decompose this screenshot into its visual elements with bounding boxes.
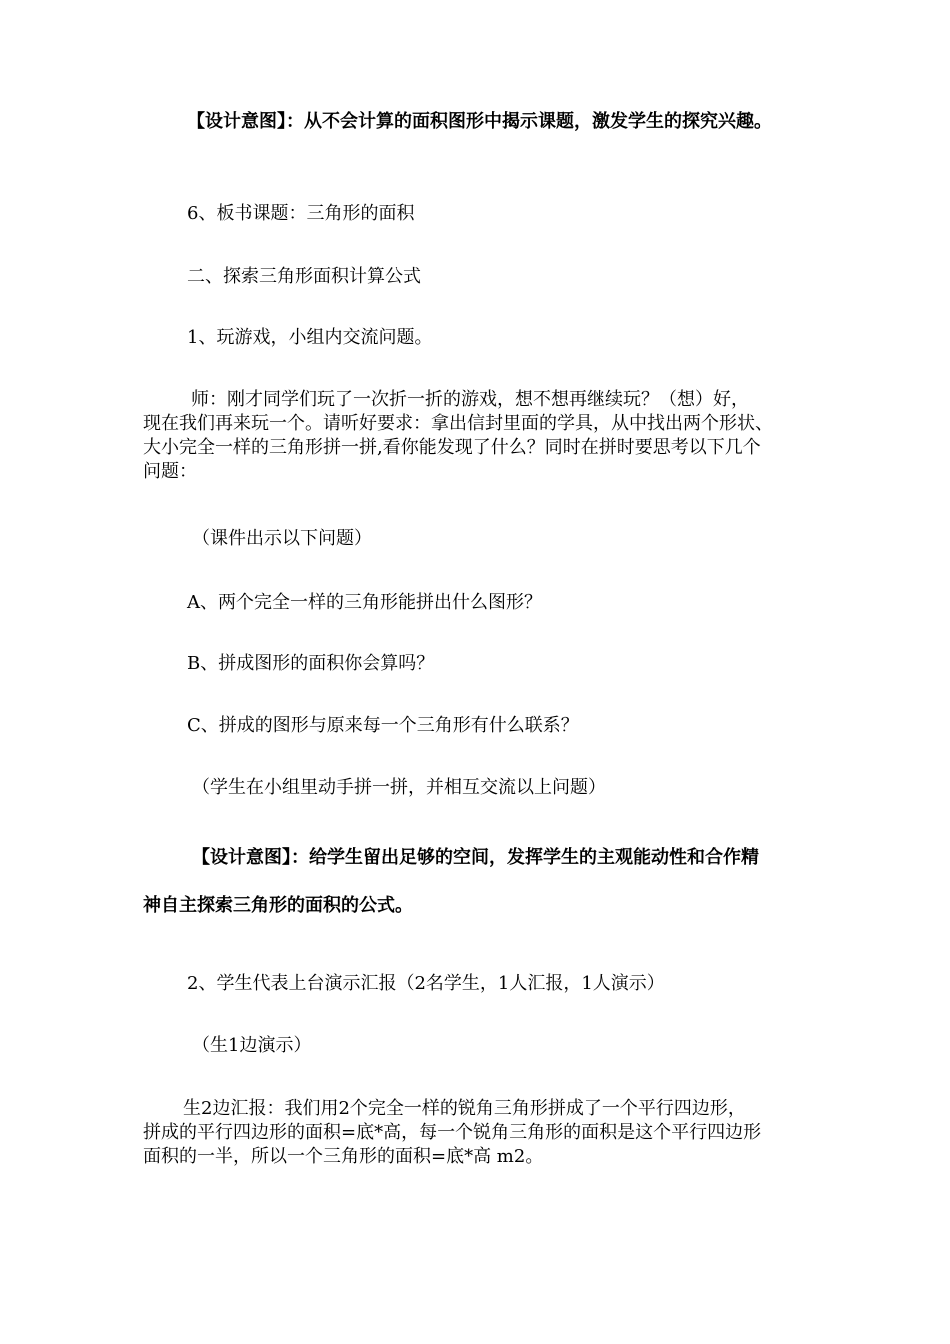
- design-intent-1: 【设计意图】：从不会计算的面积图形中揭示课题，激发学生的探究兴趣。: [187, 111, 772, 132]
- item-2-student-report: 2、学生代表上台演示汇报（2名学生，1人汇报，1人演示）: [187, 973, 665, 994]
- student2-paragraph-line: 面积的一半，所以一个三角形的面积=底*高 m2。: [143, 1146, 544, 1167]
- item-1-game: 1、玩游戏，小组内交流问题。: [187, 327, 433, 348]
- question-c: C、拼成的图形与原来每一个三角形有什么联系？: [187, 715, 579, 736]
- teacher-paragraph-line: 大小完全一样的三角形拼一拼,看你能发现了什么？同时在拼时要思考以下几个: [143, 437, 761, 458]
- teacher-paragraph-line: 师：刚才同学们玩了一次折一折的游戏，想不想再继续玩？（想）好，: [191, 389, 749, 410]
- section-2-heading: 二、探索三角形面积计算公式: [187, 266, 421, 287]
- group-note: （学生在小组里动手拼一拼，并相互交流以上问题）: [192, 777, 606, 798]
- teacher-paragraph-line: 问题：: [143, 461, 197, 482]
- question-b: B、拼成图形的面积你会算吗？: [187, 653, 435, 674]
- student2-paragraph-line: 生2边汇报：我们用2个完全一样的锐角三角形拼成了一个平行四边形，: [183, 1098, 746, 1119]
- item-6-board-title: 6、板书课题：三角形的面积: [187, 203, 415, 224]
- student2-paragraph: [143, 1097, 823, 1169]
- courseware-note: （课件出示以下问题）: [192, 528, 372, 549]
- teacher-paragraph: [143, 388, 823, 484]
- question-a: A、两个完全一样的三角形能拼出什么图形？: [187, 592, 542, 613]
- student2-paragraph-line: 拼成的平行四边形的面积=底*高，每一个锐角三角形的面积是这个平行四边形: [143, 1122, 762, 1143]
- student1-note: （生1边演示）: [192, 1035, 312, 1056]
- design-intent-2-line2: 神自主探索三角形的面积的公式。: [143, 895, 413, 916]
- teacher-paragraph-line: 现在我们再来玩一个。请听好要求：拿出信封里面的学具，从中找出两个形状、: [143, 413, 773, 434]
- design-intent-2-line1: 【设计意图】：给学生留出足够的空间，发挥学生的主观能动性和合作精: [192, 847, 759, 868]
